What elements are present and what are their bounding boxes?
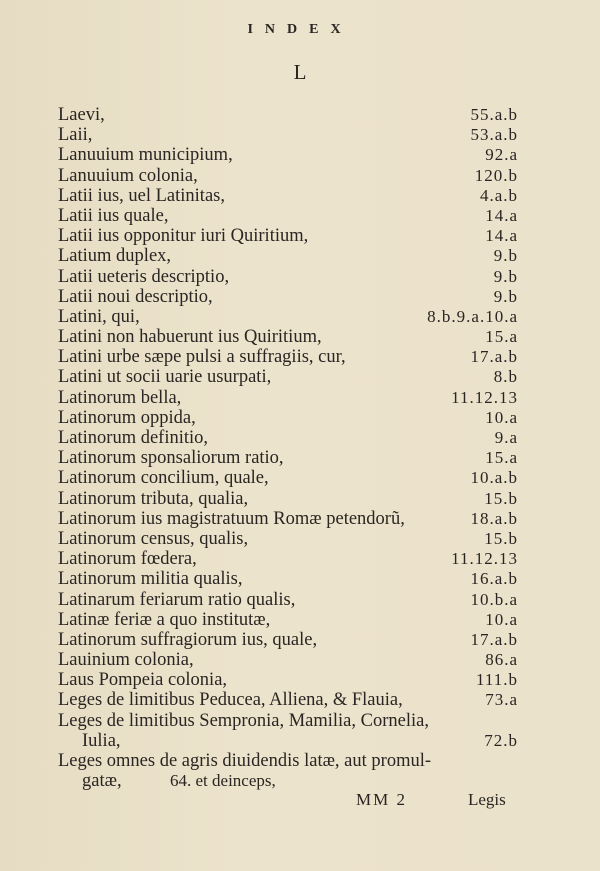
entry-text: Latinorum militia qualis, xyxy=(58,569,243,590)
index-entry xyxy=(58,408,518,428)
entry-page-ref: 9.b xyxy=(493,266,518,286)
entry-text: Latinorum suffragiorum ius, quale, xyxy=(58,629,318,650)
index-entry xyxy=(58,549,518,569)
entry-page-ref: 86.a xyxy=(485,650,518,670)
entry-text: Latinarum feriarum ratio qualis, xyxy=(58,589,296,610)
entry-text: Latini ut socii uarie usurpati, xyxy=(58,367,272,388)
entry-text: Latii ius opponitur iuri Quiritium, xyxy=(58,226,309,247)
entry-text: Latini, qui, xyxy=(58,306,140,327)
entry-page-ref: 14.a xyxy=(485,226,518,246)
running-head: INDEX xyxy=(247,22,353,37)
index-entry xyxy=(58,569,518,589)
entry-page-ref: 10.a xyxy=(485,609,518,629)
entry-text: Latinorum tributa, qualia, xyxy=(58,488,249,509)
entry-page-ref: 10.a.b xyxy=(470,468,518,488)
entry-page-ref: 8.b xyxy=(493,367,518,387)
index-entry xyxy=(58,105,518,125)
entry-page-ref: 16.a.b xyxy=(470,569,518,589)
entry-page-ref: 9.b xyxy=(493,286,518,306)
entry-page-ref: 11.12.13 xyxy=(451,549,518,569)
entry-page-ref: 15.a xyxy=(485,327,518,347)
index-entry xyxy=(58,610,518,630)
signature-mark: MM 2 xyxy=(356,790,407,809)
entry-text: Lauinium colonia, xyxy=(58,650,194,671)
entry-page-ref: 10.b.a xyxy=(470,589,518,609)
index-entry xyxy=(58,690,518,710)
entry-text: Laus Pompeia colonia, xyxy=(58,670,228,691)
entry-page-ref: 120.b xyxy=(474,165,518,185)
index-entry xyxy=(58,630,518,650)
entry-text: Latinorum bella, xyxy=(58,387,182,408)
entry-page-ref: 9.a xyxy=(494,428,518,447)
entry-text: Iulia, xyxy=(82,730,121,751)
index-entry xyxy=(58,246,518,266)
entry-text: gatæ, xyxy=(82,771,122,792)
index-entry xyxy=(58,468,518,488)
entry-text: Leges omnes de agris diuidendis latæ, aut promul- xyxy=(58,751,432,771)
index-entry xyxy=(58,347,518,367)
index-entry xyxy=(58,307,518,327)
entry-text: Latinæ feriæ a quo institutæ, xyxy=(58,609,271,630)
entry-page-ref: 11.12.13 xyxy=(451,387,518,407)
entry-text: Laii, xyxy=(58,125,93,146)
entry-text: Leges de limitibus Sempronia, Mamilia, Cornelia, xyxy=(58,710,429,731)
index-entry xyxy=(58,287,518,307)
entry-text: Latinorum census, qualis, xyxy=(58,528,249,549)
entry-text: Latinorum oppida, xyxy=(58,407,196,428)
section-letter: L xyxy=(293,60,307,84)
entry-page-ref: 111.b xyxy=(476,670,518,690)
entry-page-ref: 14.a xyxy=(485,205,518,225)
index-entry xyxy=(58,145,518,165)
entry-text: Latinorum ius magistratuum Romæ petendorũ, xyxy=(58,508,405,529)
index-entry xyxy=(58,428,518,448)
entry-page-ref: 4.a.b xyxy=(479,185,518,205)
entry-text: Latinorum concilium, quale, xyxy=(58,468,269,489)
index-entry xyxy=(58,186,518,206)
entry-page-ref: 73.a xyxy=(485,690,518,710)
entry-text: Leges de limitibus Peducea, Alliena, & Flauia, xyxy=(58,690,403,711)
entry-page-ref: 55.a.b xyxy=(470,105,518,124)
index-entry xyxy=(58,388,518,408)
entry-page-ref: 10.a xyxy=(485,407,518,427)
entry-text: Laevi, xyxy=(58,105,105,125)
index-entry xyxy=(58,267,518,287)
entry-page-ref: 17.a.b xyxy=(470,347,518,367)
entry-text: Latini urbe sæpe pulsi a suffragiis, cur, xyxy=(58,347,346,368)
index-entry xyxy=(58,206,518,226)
catchword: Legis xyxy=(468,790,506,809)
entry-text: Latinorum fœdera, xyxy=(58,549,197,570)
index-entry xyxy=(58,448,518,468)
entry-text: Latium duplex, xyxy=(58,246,172,267)
entry-inline-ref: 64. et deinceps, xyxy=(170,771,276,791)
index-entry xyxy=(58,771,518,791)
entry-page-ref: 15.b xyxy=(484,488,518,508)
entry-page-ref: 18.a.b xyxy=(470,508,518,528)
entry-page-ref: 9.b xyxy=(493,246,518,266)
entry-text: Latii noui descriptio, xyxy=(58,286,213,307)
entry-text: Latii ius, uel Latinitas, xyxy=(58,185,225,206)
index-entry xyxy=(58,751,518,771)
index-entry xyxy=(58,529,518,549)
entry-page-ref: 8.b.9.a.10.a xyxy=(427,306,518,326)
index-entry xyxy=(58,125,518,145)
entry-page-ref: 15.a xyxy=(485,448,518,468)
index-entry xyxy=(58,226,518,246)
index-entry xyxy=(58,711,518,731)
index-entry xyxy=(58,489,518,509)
index-entry xyxy=(58,590,518,610)
entry-text: Lanuuium municipium, xyxy=(58,145,233,166)
entry-text: Latinorum definitio, xyxy=(58,428,209,448)
index-entries xyxy=(58,105,518,791)
entry-text: Latinorum sponsaliorum ratio, xyxy=(58,448,284,469)
index-entry xyxy=(58,509,518,529)
index-entry xyxy=(58,327,518,347)
index-entry xyxy=(58,731,518,751)
entry-page-ref: 15.b xyxy=(484,528,518,548)
entry-page-ref: 72.b xyxy=(484,730,518,750)
entry-text: Latini non habuerunt ius Quiritium, xyxy=(58,327,322,348)
index-entry xyxy=(58,367,518,387)
entry-text: Latii ueteris descriptio, xyxy=(58,266,230,287)
entry-text: Lanuuium colonia, xyxy=(58,165,198,186)
entry-page-ref: 17.a.b xyxy=(470,629,518,649)
index-entry xyxy=(58,166,518,186)
entry-page-ref: 92.a xyxy=(485,145,518,165)
index-entry xyxy=(58,670,518,690)
entry-page-ref: 53.a.b xyxy=(470,125,518,145)
entry-text: Latii ius quale, xyxy=(58,205,169,226)
index-entry xyxy=(58,650,518,670)
